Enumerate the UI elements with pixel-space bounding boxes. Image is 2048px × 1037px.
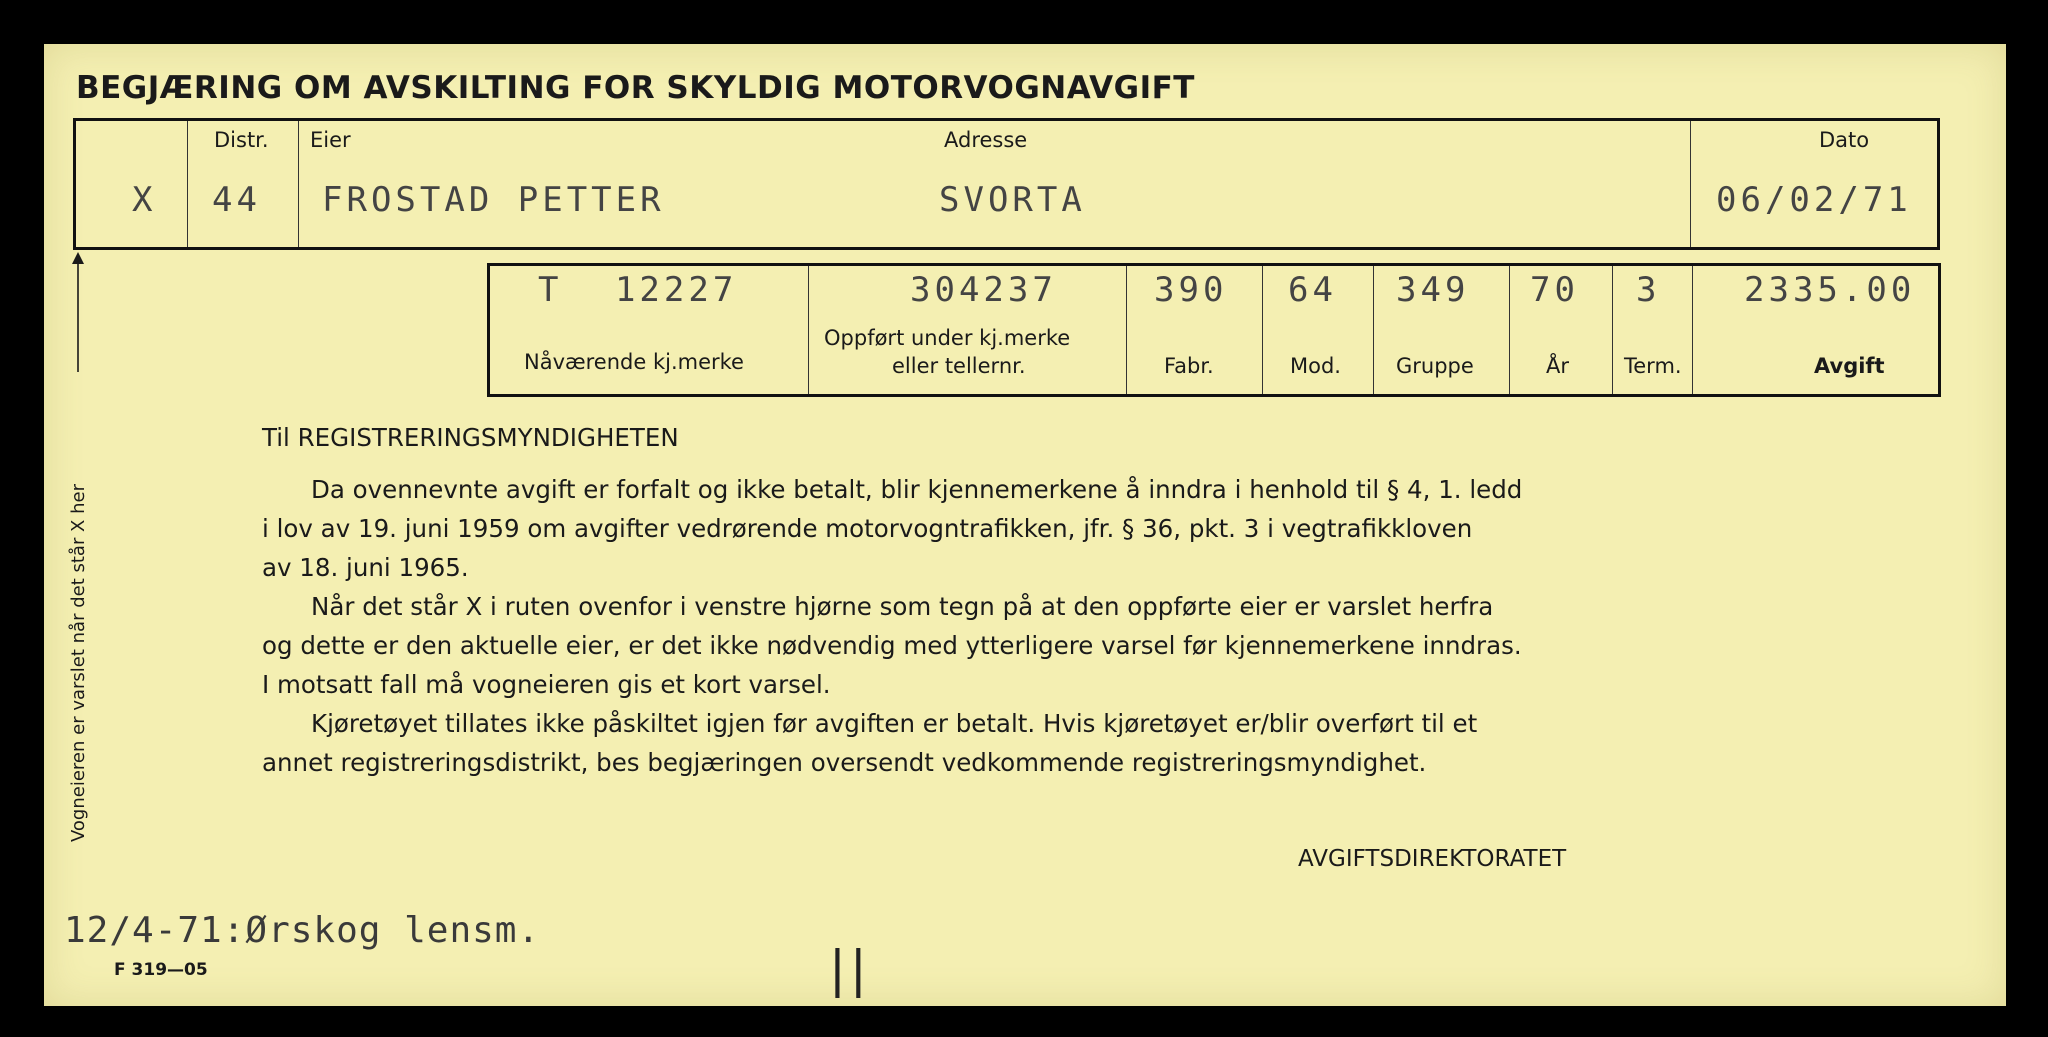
divider xyxy=(808,266,809,394)
dato-label: Dato xyxy=(1819,128,1870,152)
fabr-label: Fabr. xyxy=(1164,354,1214,378)
gruppe-value: 349 xyxy=(1396,270,1470,310)
current-plate-value: T 12227 xyxy=(538,270,738,310)
divider xyxy=(1690,121,1691,247)
registered-label: Oppført under kj.merke xyxy=(824,326,1071,350)
mod-label: Mod. xyxy=(1290,354,1341,378)
eier-value: FROSTAD PETTER xyxy=(322,180,665,220)
adresse-label: Adresse xyxy=(944,128,1028,152)
divider xyxy=(1692,266,1693,394)
notified-mark: X xyxy=(132,180,157,220)
paragraph-3-line-1: Kjøretøyet tillates ikke påskiltet igjen før avgiften er betalt. Hvis kjøretøyet er/blir overført til et xyxy=(311,709,1478,738)
document-card xyxy=(44,44,2006,1006)
paragraph-2-line-3: I motsatt fall må vogneieren gis et kort varsel. xyxy=(262,670,831,699)
fabr-value: 390 xyxy=(1154,270,1228,310)
divider xyxy=(1612,266,1613,394)
distr-value: 44 xyxy=(212,180,261,220)
registered-label-2: eller tellernr. xyxy=(892,354,1026,378)
addressee: Til REGISTRERINGSMYNDIGHETEN xyxy=(262,423,679,452)
divider xyxy=(1262,266,1263,394)
avgift-value: 2335.00 xyxy=(1744,270,1916,310)
avgift-label: Avgift xyxy=(1814,354,1885,378)
signature: AVGIFTSDIREKTORATET xyxy=(1298,846,1567,872)
form-code: F 319—05 xyxy=(114,960,208,980)
registered-value: 304237 xyxy=(910,270,1057,310)
divider xyxy=(1126,266,1127,394)
dato-value: 06/02/71 xyxy=(1716,180,1912,220)
divider xyxy=(298,121,299,247)
up-arrow-icon xyxy=(71,252,85,372)
paragraph-2-line-2: og dette er den aktuelle eier, er det ikke nødvendig med ytterligere varsel før kjennemerkene inndras. xyxy=(262,631,1522,660)
ar-value: 70 xyxy=(1530,270,1579,310)
form-title: BEGJÆRING OM AVSKILTING FOR SKYLDIG MOTORVOGNAVGIFT xyxy=(76,70,1195,106)
divider xyxy=(1373,266,1374,394)
paragraph-1-line-1: Da ovennevnte avgift er forfalt og ikke betalt, blir kjennemerkene å inndra i henhold til § 4, 1. ledd xyxy=(311,475,1523,504)
paragraph-1-line-3: av 18. juni 1965. xyxy=(262,553,469,582)
paragraph-1-line-2: i lov av 19. juni 1959 om avgifter vedrørende motorvogntrafikken, jfr. § 36, pkt. 3 i vegtrafikkloven xyxy=(262,514,1473,543)
paragraph-3-line-2: annet registreringsdistrikt, bes begjæringen oversendt vedkommende registreringsmyndighet. xyxy=(262,748,1427,777)
term-value: 3 xyxy=(1636,270,1661,310)
divider xyxy=(187,121,188,247)
gruppe-label: Gruppe xyxy=(1396,354,1474,378)
paragraph-2-line-1: Når det står X i ruten ovenfor i venstre hjørne som tegn på at den oppførte eier er varslet herfra xyxy=(311,592,1494,621)
divider xyxy=(1509,266,1510,394)
eier-label: Eier xyxy=(310,128,351,152)
ar-label: År xyxy=(1546,354,1569,378)
mod-value: 64 xyxy=(1288,270,1337,310)
side-note: Vogneieren er varslet når det står X her xyxy=(68,484,89,842)
current-plate-label: Nåværende kj.merke xyxy=(524,350,744,374)
punch-mark: || xyxy=(829,940,871,998)
distr-label: Distr. xyxy=(214,128,269,152)
typed-note: 12/4-71:Ørskog lensm. xyxy=(64,910,541,951)
term-label: Term. xyxy=(1624,354,1682,378)
adresse-value: SVORTA xyxy=(939,180,1086,220)
